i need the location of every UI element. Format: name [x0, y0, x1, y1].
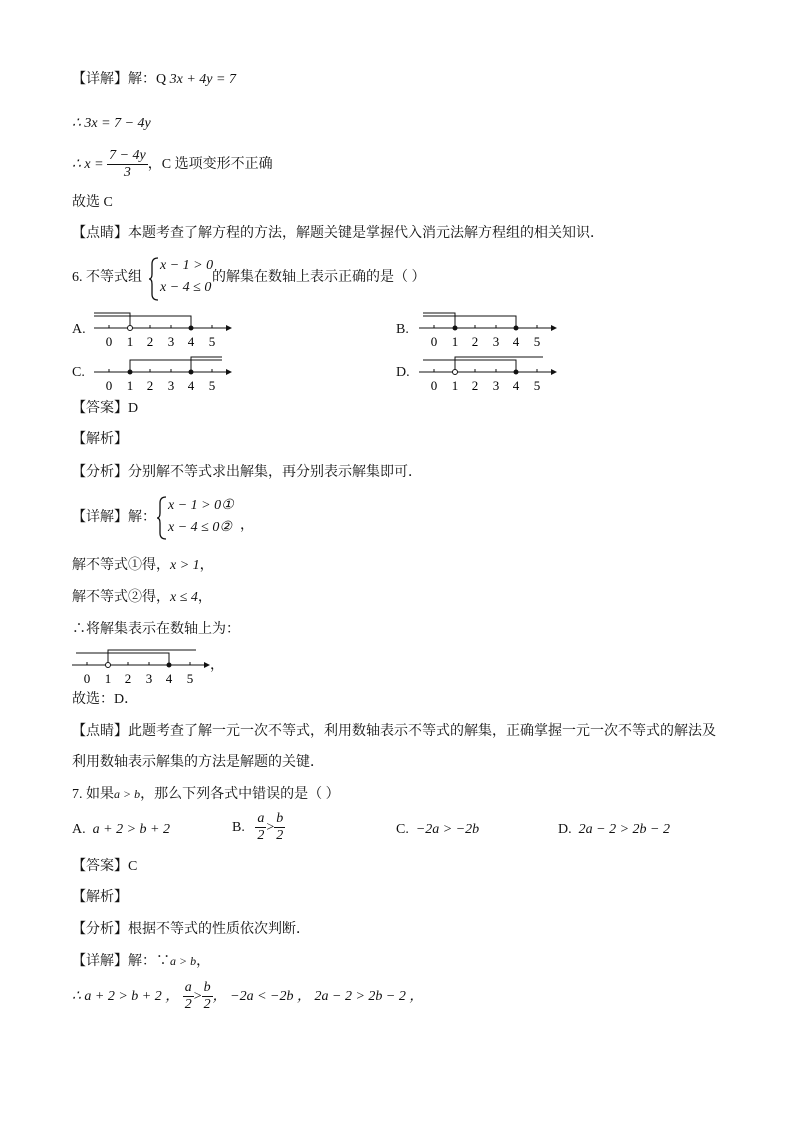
svg-text:5: 5: [186, 671, 194, 686]
q5-fraction-num: 7 − 4y: [109, 148, 146, 164]
q6-analysis-tag: 【解析】: [72, 432, 128, 447]
svg-text:0: 0: [83, 671, 91, 686]
q7-detail-math: a > b: [170, 954, 197, 968]
brace-icon: [156, 495, 168, 541]
svg-text:5: 5: [533, 378, 541, 393]
q7-option-a: [72, 820, 170, 840]
comment-tag: 【点睛】: [72, 226, 128, 241]
q5-detail-line: [72, 70, 236, 90]
q7-option-a-math: a + 2 > b + 2: [92, 822, 170, 837]
q7-detail: [72, 951, 210, 972]
comment-tag: 【点睛】: [72, 724, 128, 739]
q6-solve1-suffix: ，: [199, 558, 214, 573]
q7-option-b-op: >: [266, 820, 275, 835]
q7-detail-prefix: 解：∵: [128, 954, 170, 969]
q6-comment-line1: [72, 722, 716, 742]
svg-text:1: 1: [451, 378, 459, 393]
svg-text:0: 0: [430, 334, 438, 349]
q5-step3-prefix: ∴ x =: [72, 157, 104, 172]
q6-solve2: [72, 588, 212, 608]
q6-option-a-numberline: [90, 306, 235, 352]
q6-stem-suffix: 的解集在数轴上表示正确的是（ ）: [212, 270, 426, 285]
q6-system-row1: x − 1 > 0: [160, 258, 214, 273]
svg-text:3: 3: [492, 378, 500, 393]
q7-stem-math: a > b: [114, 787, 141, 801]
q6-represent: ∴将解集表示在数轴上为：: [72, 622, 240, 637]
q7-option-b: [232, 810, 285, 846]
q6-detail-prefix: 解：: [128, 510, 156, 525]
svg-text:2: 2: [471, 334, 479, 349]
q6-option-b-label: B.: [396, 322, 409, 337]
svg-text:3: 3: [492, 334, 500, 349]
svg-text:0: 0: [105, 378, 113, 393]
q5-comment: [72, 224, 604, 244]
q6-option-b-numberline: [415, 306, 560, 352]
q6-comment-line2: 利用数轴表示解集的方法是解题的关键．: [72, 755, 324, 770]
q6-detail-row1: x − 1 > 0①: [168, 498, 234, 513]
q7-stem-suffix: ，那么下列各式中错误的是（ ）: [140, 787, 340, 802]
tick-5: 5: [208, 334, 216, 349]
q5-fraction-den: 3: [123, 165, 131, 181]
q7-option-d-label: D.: [558, 822, 572, 837]
q7-stem: [72, 784, 340, 805]
svg-text:1: 1: [451, 334, 459, 349]
q5-fraction: [107, 148, 148, 181]
q7-option-d-math: 2a − 2 > 2b − 2: [578, 822, 670, 837]
svg-text:4: 4: [512, 334, 520, 349]
q6-solve1: [72, 556, 214, 576]
svg-text:2: 2: [124, 671, 132, 686]
q7-final-op: >: [193, 989, 202, 1004]
q6-solve1-prefix: 解不等式①得，: [72, 558, 170, 573]
q5-comment-text: 本题考查了解方程的方法，解题关键是掌握代入消元法解方程组的相关知识．: [128, 226, 604, 241]
tick-1: 1: [126, 334, 134, 349]
q6-detail-prefix-line: [72, 508, 156, 528]
svg-text:5: 5: [208, 378, 216, 393]
q7-analysis-tag: 【解析】: [72, 890, 128, 905]
tick-2: 2: [146, 334, 154, 349]
q6-option-c-label: C.: [72, 365, 85, 380]
q7-option-c-label: C.: [396, 822, 409, 837]
q6-option-d-label: D.: [396, 365, 410, 380]
q6-solve2-prefix: 解不等式②得，: [72, 590, 170, 605]
detail-tag: 【详解】: [72, 72, 128, 87]
q6-detail-row2: x − 4 ≤ 0②: [168, 520, 232, 535]
q6-fenxi: [72, 463, 422, 483]
q7-final-rest: ， −2a < −2b ， 2a − 2 > 2b − 2 ，: [212, 989, 424, 1004]
answer-tag: 【答案】: [72, 401, 128, 416]
q5-step2: ∴ 3x = 7 − 4y: [72, 116, 151, 131]
q5-step3-suffix: ，C 选项变形不正确: [147, 157, 273, 172]
q6-answer-value: D: [128, 401, 139, 416]
q7-detail-suffix: ，: [196, 954, 211, 969]
q5-equation: 3x + 4y = 7: [169, 72, 236, 87]
q6-option-a-label: A.: [72, 322, 86, 337]
q6-comment-text1: 此题考查了解一元一次不等式，利用数轴表示不等式的解集，正确掌握一元一次不等式的解法及: [128, 724, 716, 739]
svg-text:3: 3: [167, 378, 175, 393]
q7-answer: [72, 857, 137, 877]
q6-solve2-math: x ≤ 4: [170, 590, 198, 605]
q6-stem-prefix: 6. 不等式组: [72, 270, 142, 285]
q7-fenxi: [72, 920, 310, 940]
q5-choose: 故选 C: [72, 195, 113, 210]
tick-4: 4: [187, 334, 195, 349]
q7-final-a: ∴ a + 2 > b + 2 ，: [72, 989, 180, 1004]
q7-option-b-frac1: $\frac{a}{2}$: [257, 811, 265, 844]
svg-text:3: 3: [145, 671, 153, 686]
tick-0: 0: [105, 334, 113, 349]
svg-text:4: 4: [187, 378, 195, 393]
q7-final: [72, 977, 423, 1017]
detail-tag: 【详解】: [72, 954, 128, 969]
svg-text:4: 4: [165, 671, 173, 686]
q6-system-row2: x − 4 ≤ 0: [160, 280, 212, 295]
q7-fenxi-text: 根据不等式的性质依次判断．: [128, 922, 310, 937]
tick-3: 3: [167, 334, 175, 349]
fenxi-tag: 【分析】: [72, 922, 128, 937]
brace-icon: [148, 256, 160, 302]
q7-stem-prefix: 7. 如果: [72, 787, 114, 802]
q5-step3: [72, 147, 273, 183]
q6-solve1-math: x > 1: [170, 558, 200, 573]
q6-represent-suffix: ，: [210, 658, 224, 673]
q7-option-b-label: B.: [232, 820, 245, 835]
q7-option-b-frac2: $\frac{b}{2}$: [276, 811, 284, 844]
svg-text:2: 2: [146, 378, 154, 393]
detail-tag: 【详解】: [72, 510, 128, 525]
q6-option-c-numberline: [90, 350, 235, 396]
q6-answer: [72, 399, 138, 419]
svg-text:0: 0: [430, 378, 438, 393]
q6-detail-suffix: ，: [240, 518, 254, 533]
svg-text:1: 1: [104, 671, 112, 686]
fenxi-tag: 【分析】: [72, 465, 128, 480]
q7-final-frac1: $\frac{a}{2}$: [184, 980, 192, 1013]
q6-solution-numberline: [68, 643, 213, 689]
svg-text:5: 5: [533, 334, 541, 349]
svg-text:4: 4: [512, 378, 520, 393]
q7-answer-value: C: [128, 859, 138, 874]
answer-tag: 【答案】: [72, 859, 128, 874]
q6-fenxi-text: 分别解不等式求出解集，再分别表示解集即可．: [128, 465, 422, 480]
q7-option-a-label: A.: [72, 822, 86, 837]
q7-final-frac2: $\frac{b}{2}$: [203, 980, 211, 1013]
q6-solve2-suffix: ，: [197, 590, 212, 605]
q7-option-c: [396, 820, 479, 840]
q5-because-symbol: Q: [156, 72, 167, 87]
svg-text:1: 1: [126, 378, 134, 393]
q6-choose: 故选：D．: [72, 692, 139, 707]
q7-option-d: [558, 820, 670, 840]
q6-option-d-numberline: [415, 350, 560, 396]
svg-text:2: 2: [471, 378, 479, 393]
q7-option-c-math: −2a > −2b: [415, 822, 480, 837]
q5-detail-prefix: 解：: [128, 72, 156, 87]
